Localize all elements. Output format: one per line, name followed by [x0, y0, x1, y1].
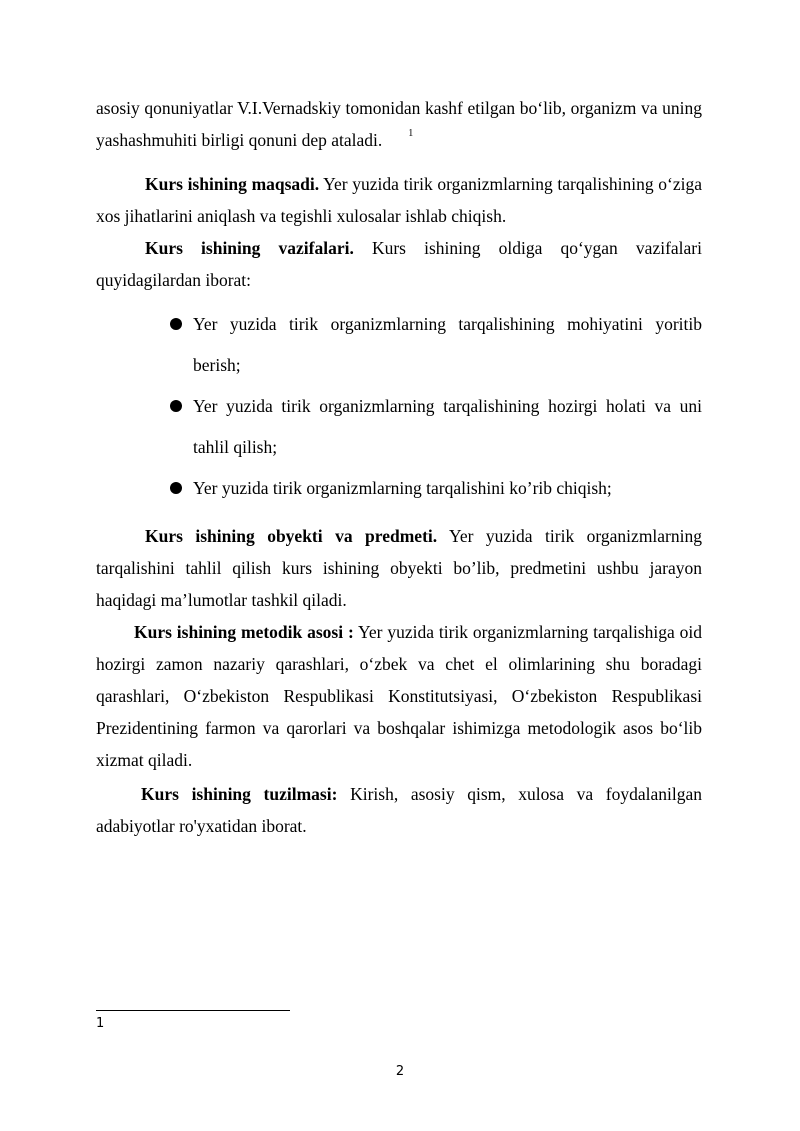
structure-paragraph: [96, 778, 702, 842]
list-item-text: Yer yuzida tirik organizmlarning tarqalishini ko’rib chiqish;: [193, 478, 612, 498]
page-number: 2: [395, 1064, 405, 1079]
method-paragraph: [96, 616, 702, 776]
method-heading: Kurs ishining metodik asosi :: [134, 622, 354, 642]
list-item-text: Yer yuzida tirik organizmlarning tarqalishining mohiyatini yoritib berish;: [193, 314, 702, 375]
footnote-reference[interactable]: 1: [408, 128, 414, 139]
bullet-icon: [170, 318, 182, 330]
bullet-icon: [170, 482, 182, 494]
goal-paragraph: [96, 168, 702, 232]
structure-text: Kirish, asosiy qism, xulosa va foydalanilgan adabiyotlar ro'yxatidan iborat.: [96, 784, 702, 836]
list-item: [170, 304, 702, 386]
tasks-paragraph: [96, 232, 702, 296]
tasks-heading: Kurs ishining vazifalari.: [145, 238, 354, 258]
goal-text: Yer yuzida tirik organizmlarning tarqalishining o‘ziga xos jihatlarini aniqlash va tegishli xulosalar ishlab chiqish.: [96, 174, 702, 226]
structure-heading: Kurs ishining tuzilmasi:: [141, 784, 338, 804]
tasks-list: [170, 304, 702, 509]
object-paragraph: [96, 520, 702, 616]
object-heading: Kurs ishining obyekti va predmeti.: [145, 526, 438, 546]
object-text: Yer yuzida tirik organizmlarning tarqalishini tahlil qilish kurs ishining obyekti bo’lib, predmetini ushbu jarayon haqidagi ma’lumotlar tashkil qiladi.: [96, 526, 702, 610]
tasks-text: Kurs ishining oldiga qo‘ygan vazifalari quyidagilardan iborat:: [96, 238, 702, 290]
goal-heading: Kurs ishining maqsadi.: [145, 174, 320, 194]
list-item: [170, 468, 702, 509]
intro-paragraph: [96, 92, 702, 156]
list-item: [170, 386, 702, 468]
footnote-separator: [96, 1010, 290, 1011]
list-item-text: Yer yuzida tirik organizmlarning tarqalishining hozirgi holati va uni tahlil qilish;: [193, 396, 702, 457]
footnote-number: 1: [96, 1016, 105, 1031]
bullet-icon: [170, 400, 182, 412]
method-text: Yer yuzida tirik organizmlarning tarqalishiga oid hozirgi zamon nazariy qarashlari, o‘zbek va chet el olimlarining shu boradagi qarashlari, O‘zbekiston Respublikasi Konstitutsiyasi, O‘zbekiston Respublikasi Prezidentining farmon va qarorlari va boshqalar ishimizga metodologik asos bo‘lib xizmat qiladi.: [96, 622, 703, 770]
intro-text: asosiy qonuniyatlar V.I.Vernadskiy tomonidan kashf etilgan bo‘lib, organizm va uning yashashmuhiti birligi qonuni dep ataladi.: [96, 98, 702, 150]
